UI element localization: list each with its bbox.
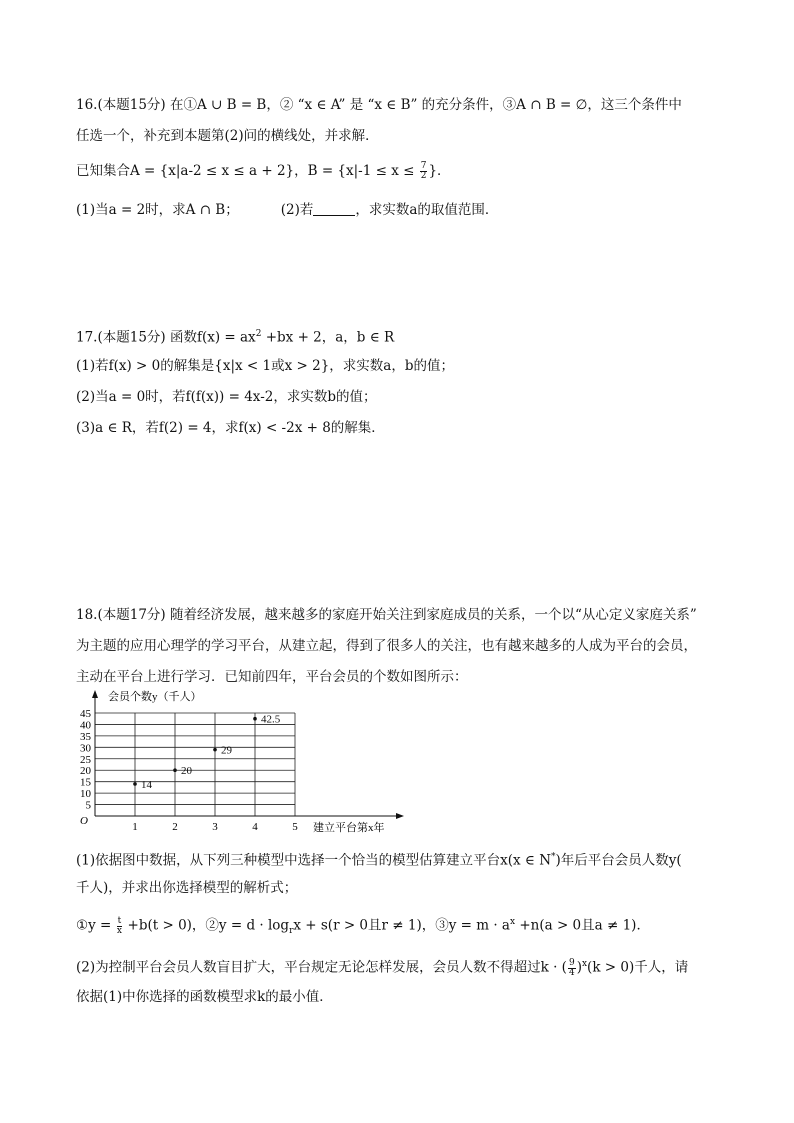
y-tick-label: 25: [80, 753, 91, 766]
q18-part-1-text-end: )年后平台会员人数y(: [555, 852, 682, 869]
member-count-chart: [60, 686, 420, 838]
fraction-numerator: 9: [568, 957, 575, 968]
model-2-rest: x + s(r > 0且r ≠ 1)，③y = m · a: [293, 917, 510, 934]
data-point: [133, 782, 137, 786]
q16-line-1: 16.(本题15分) 在①A ∪ B = B，② “x ∈ A” 是 “x ∈ B” 的充分条件，③A ∩ B = ∅，这三个条件中: [76, 97, 682, 113]
x-axis-label: 建立平台第x年: [313, 822, 385, 834]
x-tick-label: 4: [252, 821, 258, 833]
seven-halves-fraction: [420, 162, 428, 181]
q18-part-2-text: (2)为控制平台会员人数盲目扩大，平台规定无论怎样发展，会员人数不得超过k · (: [76, 959, 567, 976]
q16-part-2-end: ，求实数a的取值范围．: [355, 202, 499, 218]
x-tick-label: 3: [212, 821, 218, 833]
q17-stem: 17.(本题15分) 函数f(x) = ax: [76, 329, 256, 346]
fraction-numerator: t: [117, 915, 122, 926]
q18-part-1-line-2: 千人)，并求出你选择模型的解析式；: [76, 880, 298, 896]
log-base: r: [289, 926, 294, 937]
origin-label: O: [80, 815, 88, 827]
data-point: [213, 748, 217, 752]
q17-part-1: (1)若f(x) > 0的解集是{x|x < 1或x > 2}，求实数a，b的值；: [76, 358, 454, 374]
exponent-x: x: [581, 959, 588, 969]
y-tick-label: 20: [80, 765, 91, 778]
y-tick-label: 30: [80, 742, 91, 755]
x-tick-label: 2: [172, 821, 178, 833]
x-tick-label: 5: [292, 821, 298, 833]
chart-grid: [95, 713, 295, 816]
data-point-label: 14: [141, 778, 152, 791]
y-tick-label: 10: [80, 788, 91, 801]
q16-part-2: (2)若: [280, 202, 314, 218]
q16-given-sets-end: }．: [428, 163, 451, 179]
y-tick-label: 5: [85, 799, 91, 812]
data-point-label: 20: [181, 765, 192, 778]
y-tick-label: 40: [80, 719, 91, 732]
exponent-x: x: [509, 917, 516, 927]
q17-stem-end: +bx + 2，a，b ∈ R: [261, 329, 395, 346]
q18-part-2-text-end: (k > 0)千人，请: [587, 959, 689, 976]
q18-part-2-line-2: 依据(1)中你选择的函数模型求k的最小值．: [76, 989, 333, 1005]
y-axis-arrow: [92, 690, 98, 698]
q18-part-1-text: (1)依据图中数据，从下列三种模型中选择一个恰当的模型估算建立平台x(x ∈ N: [76, 852, 552, 869]
q17-exponent: 2: [255, 329, 262, 339]
fraction-denominator: 2: [420, 171, 427, 181]
q18-line-2: 为主题的应用心理学的学习平台，从建立起，得到了很多人的关注，也有越来越多的人成为平台的会员，: [76, 638, 697, 654]
data-point: [173, 768, 177, 772]
q16-given-sets-text: 已知集合A = {x|a-2 ≤ x ≤ a + 2}，B = {x|-1 ≤ x ≤: [76, 163, 419, 179]
data-point-label: 42.5: [261, 713, 281, 726]
t-over-x-fraction: [117, 917, 123, 936]
q18-models: [76, 913, 650, 940]
q18-part-2-line-1: (2)为控制平台会员人数盲目扩大，平台规定无论怎样发展，会员人数不得超过k · ( $\frac{9}{4}$ )$^x$(k > 0)千人，请: [76, 957, 689, 978]
chart-axes: [92, 690, 404, 819]
x-tick-label: 1: [132, 821, 138, 833]
nine-fourths-fraction: [568, 959, 576, 978]
q16-given-sets: [76, 162, 451, 181]
model-1-prefix: ①y =: [76, 917, 116, 934]
y-tick-label: 45: [80, 708, 91, 720]
y-tick-label: 15: [80, 776, 91, 789]
q16-subquestions: [76, 201, 498, 219]
model-3-rest: +n(a > 0且a ≠ 1)．: [515, 917, 650, 934]
q16-part-1: (1)当a = 2时，求A ∩ B；: [76, 202, 239, 218]
fraction-denominator: 4: [568, 967, 575, 978]
q17-part-2: (2)当a = 0时，若f(f(x)) = 4x-2，求实数b的值；: [76, 389, 377, 405]
q18-line-1: 18.(本题17分) 随着经济发展，越来越多的家庭开始关注到家庭成员的关系，一个以“从心定义家庭关系”: [76, 607, 697, 623]
data-point-label: 29: [221, 744, 232, 757]
y-axis-label: 会员个数y（千人）: [108, 691, 202, 703]
fraction-denominator: x: [116, 925, 122, 936]
x-axis-arrow: [396, 813, 404, 819]
q18-line-3: 主动在平台上进行学习．已知前四年，平台会员的个数如图所示：: [76, 669, 468, 685]
fraction-numerator: 7: [420, 161, 427, 171]
q17-line-1: [76, 325, 394, 347]
q18-part-1-line-1: [76, 848, 682, 870]
natural-star: *: [551, 852, 556, 862]
y-tick-label: 35: [80, 730, 91, 743]
data-point: [253, 717, 257, 721]
model-1-rest: +b(t > 0)，②y = d · log: [123, 917, 290, 934]
chart-points: [133, 714, 281, 791]
q17-part-3: (3)a ∈ R，若f(2) = 4，求f(x) < -2x + 8的解集．: [76, 420, 385, 436]
q16-line-2: 任选一个，补充到本题第(2)问的横线处，并求解．: [76, 128, 379, 144]
fill-in-blank: [313, 203, 355, 216]
